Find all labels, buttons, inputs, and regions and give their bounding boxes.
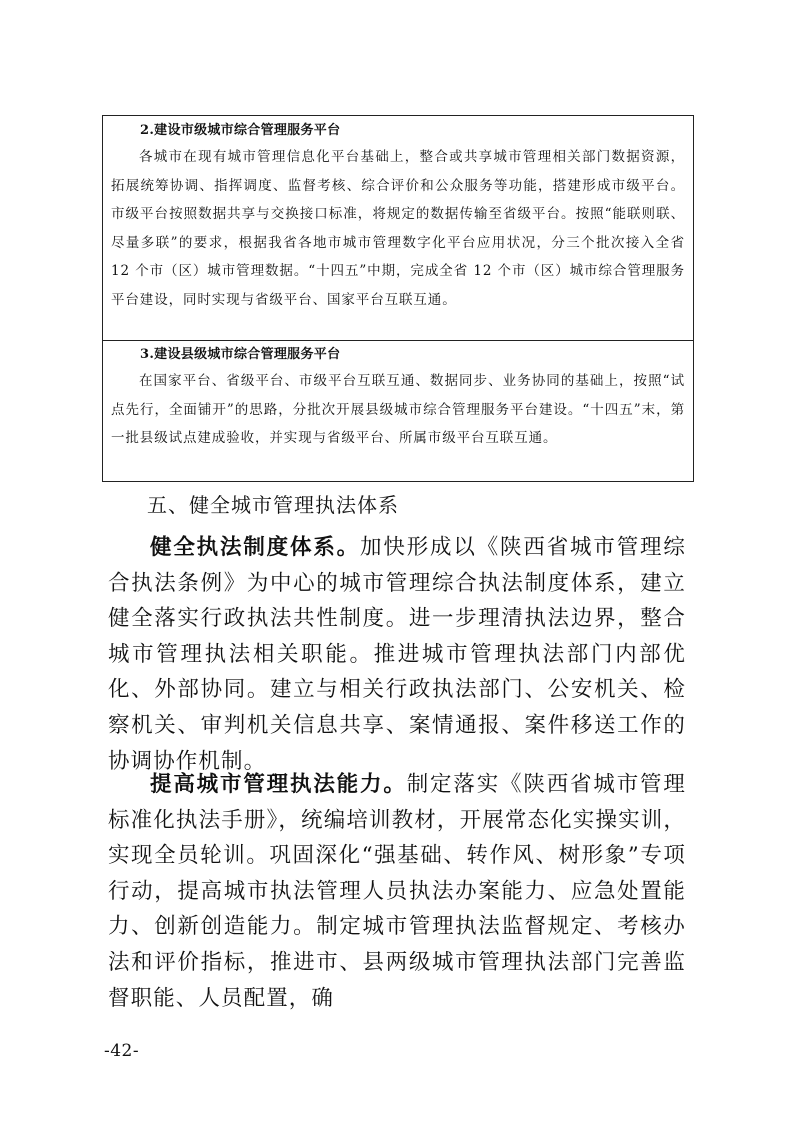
paragraph-enforcement-system (108, 530, 686, 779)
box-body: 在国家平台、省级平台、市级平台互联互通、数据同步、业务协同的基础上，按照“试点先行，全面铺开”的思路，分批次开展县级城市综合管理服务平台建设。“十四五”末，第一批县级试点建成验收，并实现与省级平台、所属市级平台互联互通。 (111, 373, 685, 446)
paragraph-text: 加快形成以《陕西省城市管理综合执法条例》为中心的城市管理综合执法制度体系，建立健全落实行政执法共性制度。进一步理清执法边界，整合城市管理执法相关职能。推进城市管理执法部门内部优化、外部协同。建立与相关行政执法部门、公安机关、检察机关、审判机关信息共享、案情通报、案件移送工作的协调协作机制。 (108, 535, 686, 774)
page-number: -42- (104, 1041, 140, 1061)
section-heading: 五、健全城市管理执法体系 (147, 493, 399, 517)
paragraph-lead: 健全执法制度体系。 (150, 535, 361, 560)
box-title: 3.建设县级城市综合管理服务平台 (140, 347, 341, 362)
paragraph-text: 制定落实《陕西省城市管理标准化执法手册》，统编培训教材，开展常态化实操实训，实现全员轮训。巩固深化“强基础、转作风、树形象”专项行动，提高城市执法管理人员执法办案能力、应急处置能力、创新创造能力。制定城市管理执法监督规定、考核办法和评价指标，推进市、县两级城市管理执法部门完善监督职能、人员配置，确 (108, 772, 686, 1011)
box-county-platform (102, 340, 694, 482)
box-municipal-platform (102, 115, 694, 341)
paragraph-enforcement-capacity (108, 767, 686, 1016)
box-body: 各城市在现有城市管理信息化平台基础上，整合或共享城市管理相关部门数据资源，拓展统筹协调、指挥调度、监督考核、综合评价和公众服务等功能，搭建形成市级平台。市级平台按照数据共享与交换接口标准，将规定的数据传输至省级平台。按照“能联则联、尽量多联”的要求，根据我省各地市城市管理数字化平台应用状况，分三个批次接入全省 12 个市（区）城市管理数据。“十四五”中期，完成全省 12 个市（区）城市综合管理服务平台建设，同时实现与省级平台、国家平台互联互通。 (111, 149, 685, 308)
paragraph-lead: 提高城市管理执法能力。 (150, 772, 407, 797)
box-title: 2.建设市级城市综合管理服务平台 (140, 123, 341, 138)
